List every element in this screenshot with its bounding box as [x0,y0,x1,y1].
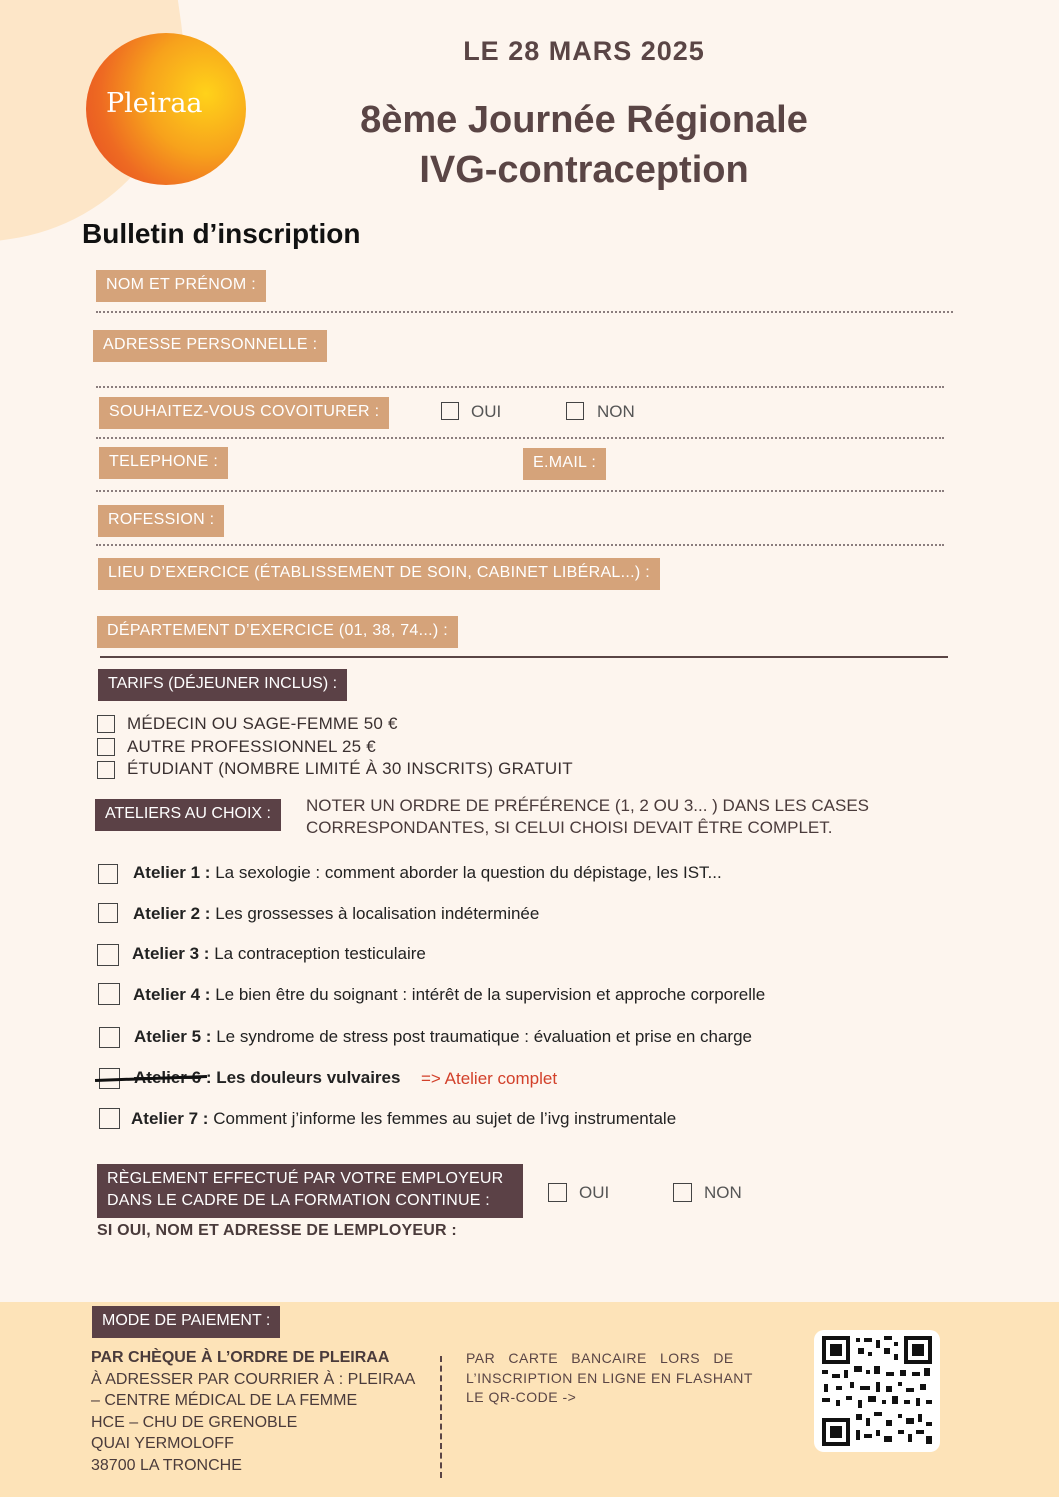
cheque-block [91,1347,415,1476]
ateliers-heading: ATELIERS AU CHOIX : [95,799,281,831]
divider [96,437,944,439]
form-heading: Bulletin d’inscription [82,218,361,249]
cheque-line-5: 38700 LA TRONCHE [91,1456,242,1474]
adresse-label: ADRESSE PERSONNELLE : [93,330,327,362]
covoiturer-label: SOUHAITEZ-VOUS COVOITURER : [99,397,389,429]
carte-line-2: L’INSCRIPTION EN LIGNE EN FLASHANT [466,1369,753,1386]
nom-field[interactable] [96,311,953,313]
tarif-autre-checkbox[interactable] [97,738,115,756]
atelier-5 [134,1027,752,1047]
reglement-non-checkbox[interactable] [673,1183,692,1202]
tarifs-heading: TARIFS (DÉJEUNER INCLUS) : [98,669,347,701]
payment-divider [440,1356,442,1478]
telephone-label: TELEPHONE : [99,447,228,479]
paiement-heading: MODE DE PAIEMENT : [92,1306,280,1338]
title-line-1: 8ème Journée Régionale [360,99,808,141]
atelier-2 [133,904,539,924]
tarif-medecin-label: MÉDECIN OU SAGE-FEMME 50 € [127,714,398,733]
cheque-line-2: – CENTRE MÉDICAL DE LA FEMME [91,1392,358,1409]
employeur-label: SI OUI, NOM ET ADRESSE DE LEMPLOYEUR : [97,1222,457,1239]
cheque-line-1: À ADRESSER PAR COURRIER À : PLEIRAA [91,1370,416,1388]
atelier-7-text: Comment j’informe les femmes au sujet de l’ivg instrumentale [208,1109,677,1128]
atelier-2-label: Atelier 2 : [133,904,211,923]
atelier-3-checkbox[interactable] [97,944,119,966]
atelier-4-checkbox[interactable] [98,983,120,1005]
atelier-5-text: Le syndrome de stress post traumatique : évaluation et prise en charge [211,1027,753,1046]
atelier-7-checkbox[interactable] [99,1108,120,1129]
telephone-email-field[interactable] [96,490,944,492]
covoiturer-non-checkbox[interactable] [566,402,584,420]
lieu-label: LIEU D’EXERCICE (ÉTABLISSEMENT DE SOIN, CABINET LIBÉRAL...) : [98,558,660,590]
qr-code-icon [814,1330,940,1452]
tarif-medecin-checkbox[interactable] [97,715,115,733]
email-label: E.MAIL : [523,448,606,480]
departement-label: DÉPARTEMENT D’EXERCICE (01, 38, 74...) : [97,616,458,648]
atelier-6-text: : Les douleurs vulvaires [201,1068,401,1087]
carte-line-3: LE QR-CODE -> [466,1389,577,1405]
cheque-title: PAR CHÈQUE À L’ORDRE DE PLEIRAA [91,1349,390,1366]
atelier-5-checkbox[interactable] [99,1027,120,1048]
event-date: LE 28 MARS 2025 [463,36,705,66]
atelier-5-label: Atelier 5 : [134,1027,212,1046]
ateliers-note-line-1: NOTER UN ORDRE DE PRÉFÉRENCE (1, 2 OU 3... ) DANS LES CASES [306,796,870,815]
atelier-7-label: Atelier 7 : [131,1109,209,1128]
nom-label: NOM ET PRÉNOM : [96,270,266,302]
atelier-4 [133,985,765,1005]
atelier-2-checkbox[interactable] [98,903,118,923]
atelier-1-label: Atelier 1 : [133,863,211,882]
carte-block [466,1349,753,1408]
carte-line-1: PAR CARTE BANCAIRE LORS DE [466,1350,734,1366]
qr-code[interactable] [814,1330,940,1452]
title-line-2: IVG-contraception [419,149,749,191]
cheque-line-3: HCE – CHU DE GRENOBLE [91,1413,298,1431]
atelier-6-label: Atelier 6 [134,1068,202,1087]
logo-text: Pleiraa [106,88,203,119]
tarif-etudiant-checkbox[interactable] [97,761,115,779]
ateliers-note-line-2: CORRESPONDANTES, SI CELUI CHOISI DEVAIT ÊTRE COMPLET. [306,818,833,837]
atelier-3 [132,944,426,964]
atelier-4-text: Le bien être du soignant : intérêt de la supervision et approche corporelle [210,985,766,1004]
tarif-etudiant-label: ÉTUDIANT (NOMBRE LIMITÉ À 30 INSCRITS) GRATUIT [127,759,573,778]
cheque-line-4: QUAI YERMOLOFF [91,1435,234,1452]
covoiturer-oui-label: OUI [471,402,502,421]
reglement-non-label: NON [704,1183,742,1202]
ateliers-note [306,795,869,839]
adresse-field[interactable] [96,386,944,388]
atelier-7 [131,1109,676,1129]
reglement-heading [97,1164,523,1218]
reglement-line-2: DANS LE CADRE DE LA FORMATION CONTINUE : [107,1192,490,1209]
profession-field[interactable] [96,544,944,546]
profession-label: ROFESSION : [98,505,224,537]
atelier-1-checkbox[interactable] [98,864,118,884]
atelier-1-text: La sexologie : comment aborder la question du dépistage, les IST... [210,863,722,882]
reglement-oui-checkbox[interactable] [548,1183,567,1202]
covoiturer-non-label: NON [597,402,635,421]
atelier-3-label: Atelier 3 : [132,944,210,963]
covoiturer-oui-checkbox[interactable] [441,402,459,420]
atelier-4-label: Atelier 4 : [133,985,211,1004]
reglement-line-1: RÈGLEMENT EFFECTUÉ PAR VOTRE EMPLOYEUR [107,1170,504,1187]
event-title [0,95,1059,195]
departement-field[interactable] [100,656,948,658]
atelier-1 [133,863,722,883]
reglement-oui-label: OUI [579,1183,610,1202]
atelier-2-text: Les grossesses à localisation indéterminée [210,904,540,923]
tarif-autre-label: AUTRE PROFESSIONNEL 25 € [127,737,376,756]
atelier-complet-note: => Atelier complet [421,1069,558,1088]
atelier-3-text: La contraception testiculaire [209,944,426,963]
